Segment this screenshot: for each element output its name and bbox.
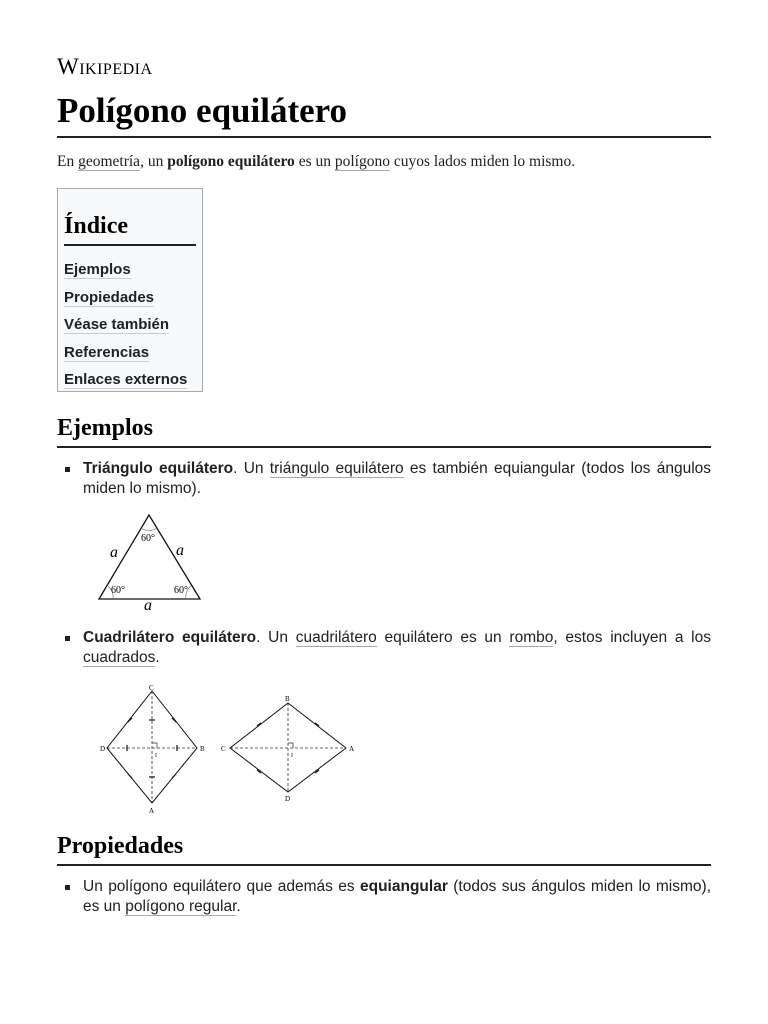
link-triangulo-equilatero[interactable]: triángulo equilátero	[269, 460, 404, 477]
right-angle-marker	[152, 743, 157, 748]
intro-paragraph	[57, 152, 711, 172]
vertex-label-right: B	[200, 745, 205, 753]
bullet-bold-term: Cuadrilátero equilátero	[83, 629, 257, 646]
right-angle-marker	[288, 743, 293, 748]
horizontal-rhombus-figure	[220, 694, 360, 804]
toc-item-label[interactable]: Propiedades	[64, 288, 155, 306]
side-label-bottom: a	[144, 597, 152, 614]
bullet-text: . Un	[256, 629, 296, 646]
intro-text: En	[57, 153, 79, 170]
top-angle-label: 60°	[141, 533, 155, 544]
link-geometria[interactable]: geometría	[78, 153, 141, 170]
vertical-rhombus-figure	[100, 682, 212, 816]
bullet-text: equilátero es un	[376, 629, 510, 646]
bullet-text: es también equiangular (todos los ángulos miden lo mismo).	[83, 460, 712, 497]
table-of-contents	[57, 188, 203, 392]
wikipedia-wordmark[interactable]: Wikipedia	[57, 54, 153, 79]
list-item-propiedad	[57, 877, 711, 917]
link-rombo[interactable]: rombo	[509, 629, 554, 646]
toc-item-label[interactable]: Véase también	[64, 316, 170, 333]
toc-item-label[interactable]: Ejemplos	[64, 261, 131, 278]
vertex-label-bottom: A	[149, 807, 155, 815]
toc-item-label[interactable]: Referencias	[64, 343, 150, 361]
toc-item-propiedades[interactable]	[64, 284, 196, 312]
bullet-text: .	[155, 649, 160, 666]
page-title: Polígono equilátero	[57, 90, 711, 138]
toc-list	[64, 256, 196, 394]
vertex-label-top: C	[149, 684, 154, 692]
vertex-label-bottom: D	[285, 795, 291, 803]
toc-item-ejemplos[interactable]	[64, 256, 196, 284]
toc-item-enlaces-externos[interactable]	[64, 366, 196, 394]
toc-title: Índice	[64, 211, 196, 246]
center-label: I	[155, 753, 157, 759]
bullet-bold-term: equiangular	[360, 878, 448, 895]
side-label-right: a	[176, 542, 184, 559]
vertex-label-right: A	[349, 745, 355, 753]
bullet-text: . Un	[233, 460, 270, 477]
link-poligono-regular[interactable]: polígono regular	[125, 898, 237, 915]
right-angle-label: 60°	[174, 585, 188, 596]
section-heading-propiedades: Propiedades	[57, 831, 711, 866]
bullet-text: Un polígono equilátero que además es	[83, 878, 360, 895]
left-angle-label: 60°	[111, 585, 125, 596]
bullet-text: (todos sus ángulos miden lo mismo), es un	[83, 878, 711, 915]
intro-bold-term: polígono equilátero	[167, 153, 295, 170]
vertex-label-top: B	[285, 695, 290, 703]
toc-item-label[interactable]: Enlaces externos	[64, 371, 188, 388]
bullet-text: , estos incluyen a los	[553, 629, 711, 646]
vertex-label-left: C	[221, 745, 226, 753]
toc-item-vease-tambien[interactable]	[64, 311, 196, 339]
list-item-triangulo	[57, 459, 711, 499]
bullet-bold-term: Triángulo equilátero	[83, 460, 234, 477]
triangle-figure	[94, 510, 204, 614]
link-poligono[interactable]: polígono	[334, 153, 390, 170]
vertex-label-left: D	[100, 745, 106, 753]
list-item-cuadrilatero	[57, 628, 711, 668]
side-label-left: a	[110, 544, 118, 561]
link-cuadrilatero[interactable]: cuadrilátero	[295, 629, 377, 646]
intro-text: cuyos lados miden lo mismo.	[389, 153, 576, 170]
center-label: I	[291, 753, 293, 759]
toc-item-referencias[interactable]	[64, 339, 196, 367]
intro-text: es un	[294, 153, 335, 170]
link-cuadrados[interactable]: cuadrados	[83, 649, 156, 666]
top-angle-arc	[141, 528, 157, 531]
intro-text: , un	[140, 153, 168, 170]
section-heading-ejemplos: Ejemplos	[57, 413, 711, 448]
bullet-text: .	[236, 898, 241, 915]
